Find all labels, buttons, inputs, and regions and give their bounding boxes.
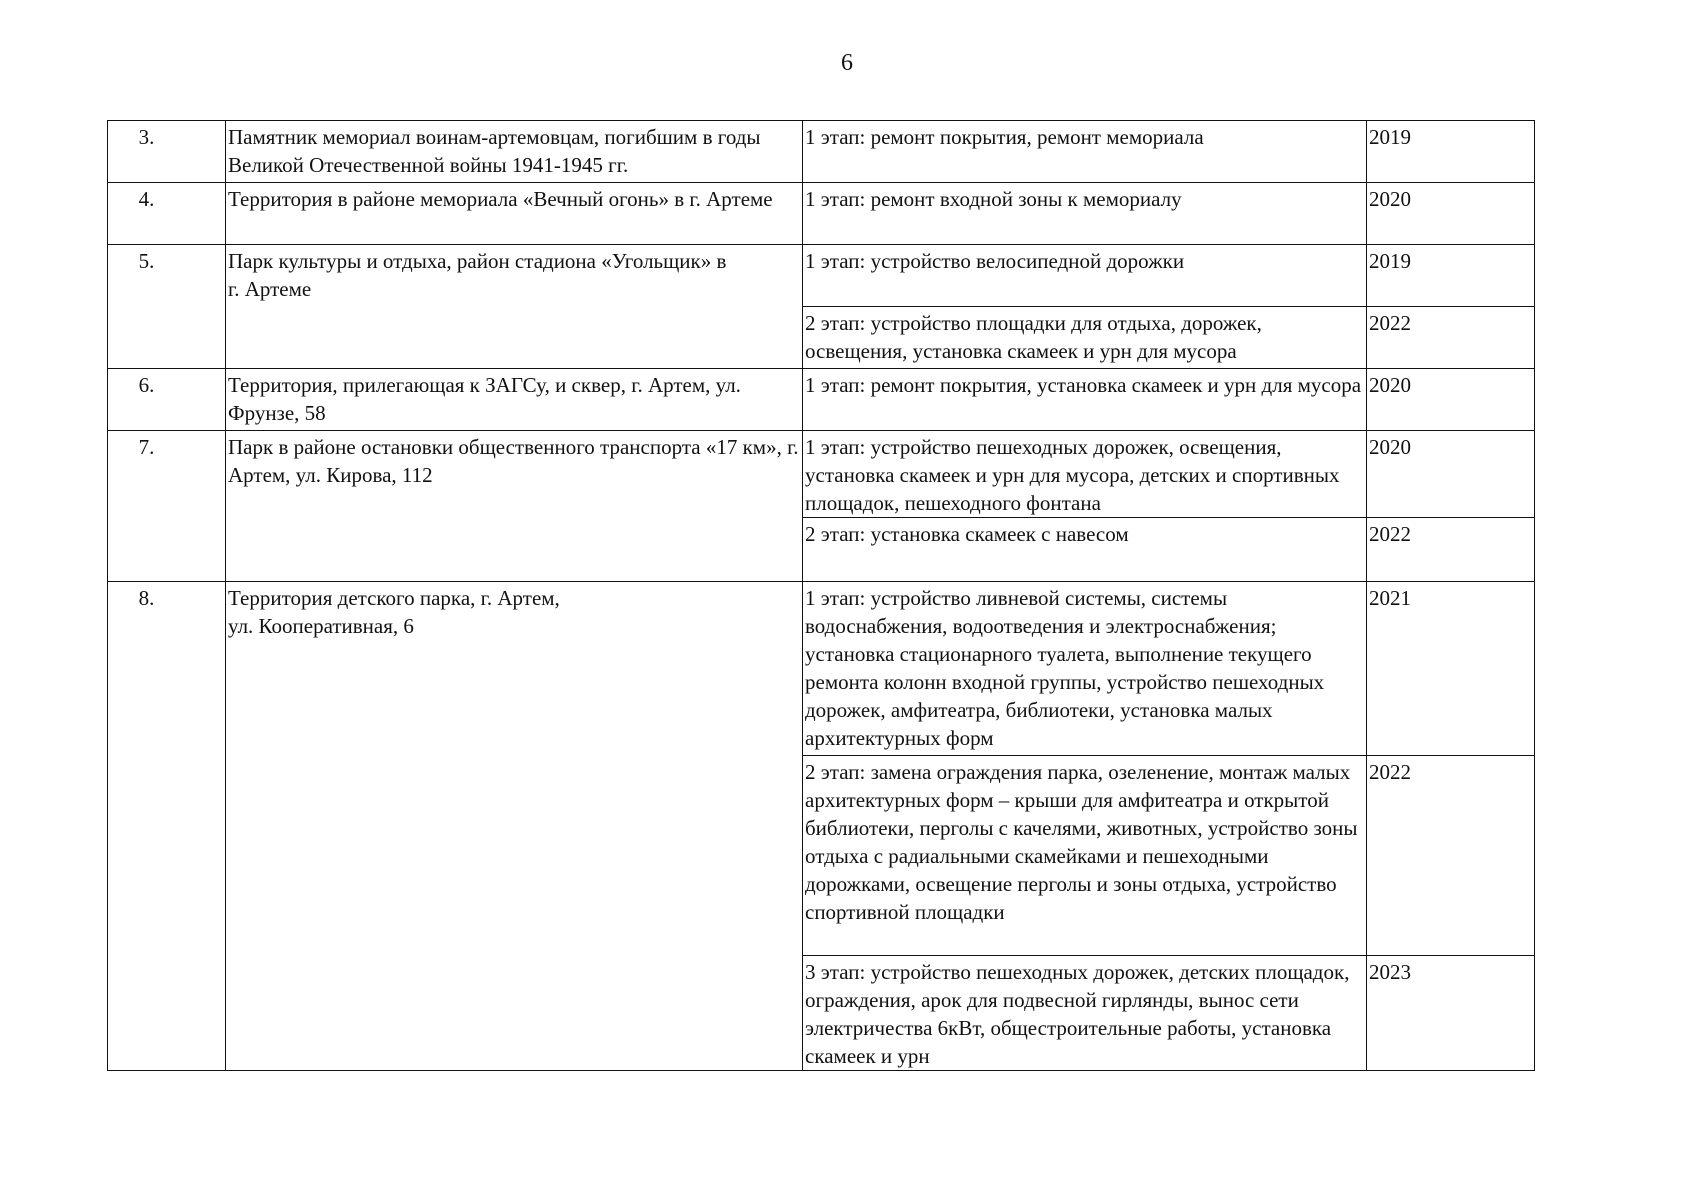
object-name-line: Парк культуры и отдыха, район стадиона «Угольщик» в [228,249,727,273]
row-number: 6. [108,369,226,431]
stage-description: 1 этап: ремонт входной зоны к мемориалу [803,183,1367,245]
table-row [108,121,1535,183]
object-name: Памятник мемориал воинам-артемовцам, погибшим в годы Великой Отечественной войны 1941-1945 гг. [226,121,803,183]
object-name: Территория в районе мемориала «Вечный огонь» в г. Артеме [226,183,803,245]
stage-year: 2020 [1367,369,1535,431]
object-name-line: ул. Кооперативная, 6 [228,614,414,638]
improvement-table [107,120,1535,1071]
row-number: 8. [108,582,226,1071]
table-row [108,582,1535,756]
object-name-line: г. Артеме [228,277,312,301]
object-name [226,582,803,1071]
stage-year: 2021 [1367,582,1535,756]
object-name-line: Территория детского парка, г. Артем, [228,586,560,610]
stage-description: 3 этап: устройство пешеходных дорожек, детских площадок, ограждения, арок для подвесной гирлянды, вынос сети электричества 6кВт, общестроительные работы, установка скамеек и урн [803,956,1367,1071]
table-row [108,431,1535,518]
stage-description: 1 этап: устройство ливневой системы, системы водоснабжения, водоотведения и электроснабжения; установка стационарного туалета, выполнение текущего ремонта колонн входной группы, устройство пешеходных дорожек, амфитеатра, библиотеки, установка малых архитектурных форм [803,582,1367,756]
stage-description: 1 этап: устройство велосипедной дорожки [803,245,1367,307]
stage-description: 2 этап: установка скамеек с навесом [803,518,1367,582]
stage-year: 2022 [1367,518,1535,582]
stage-year: 2022 [1367,756,1535,956]
object-name: Парк в районе остановки общественного транспорта «17 км», г. Артем, ул. Кирова, 112 [226,431,803,582]
stage-year: 2020 [1367,431,1535,518]
stage-description: 1 этап: устройство пешеходных дорожек, освещения, установка скамеек и урн для мусора, детских и спортивных площадок, пешеходного фонтана [803,431,1367,518]
row-number: 7. [108,431,226,582]
stage-year: 2022 [1367,307,1535,369]
row-number: 5. [108,245,226,369]
object-name: Территория, прилегающая к ЗАГСу, и сквер, г. Артем, ул. Фрунзе, 58 [226,369,803,431]
stage-description: 2 этап: устройство площадки для отдыха, дорожек, освещения, установка скамеек и урн для мусора [803,307,1367,369]
stage-description: 2 этап: замена ограждения парка, озеленение, монтаж малых архитектурных форм – крыши для амфитеатра и открытой библиотеки, перголы с качелями, животных, устройство зоны отдыха с радиальными скамейками и пешеходными дорожками, освещение перголы и зоны отдыха, устройство спортивной площадки [803,756,1367,956]
table-row [108,369,1535,431]
object-name [226,245,803,369]
table-row [108,183,1535,245]
stage-description: 1 этап: ремонт покрытия, ремонт мемориала [803,121,1367,183]
row-number: 4. [108,183,226,245]
row-number: 3. [108,121,226,183]
stage-year: 2020 [1367,183,1535,245]
table-row [108,245,1535,307]
stage-year: 2019 [1367,245,1535,307]
stage-description: 1 этап: ремонт покрытия, установка скамеек и урн для мусора [803,369,1367,431]
page-number: 6 [841,50,853,76]
stage-year: 2019 [1367,121,1535,183]
stage-year: 2023 [1367,956,1535,1071]
